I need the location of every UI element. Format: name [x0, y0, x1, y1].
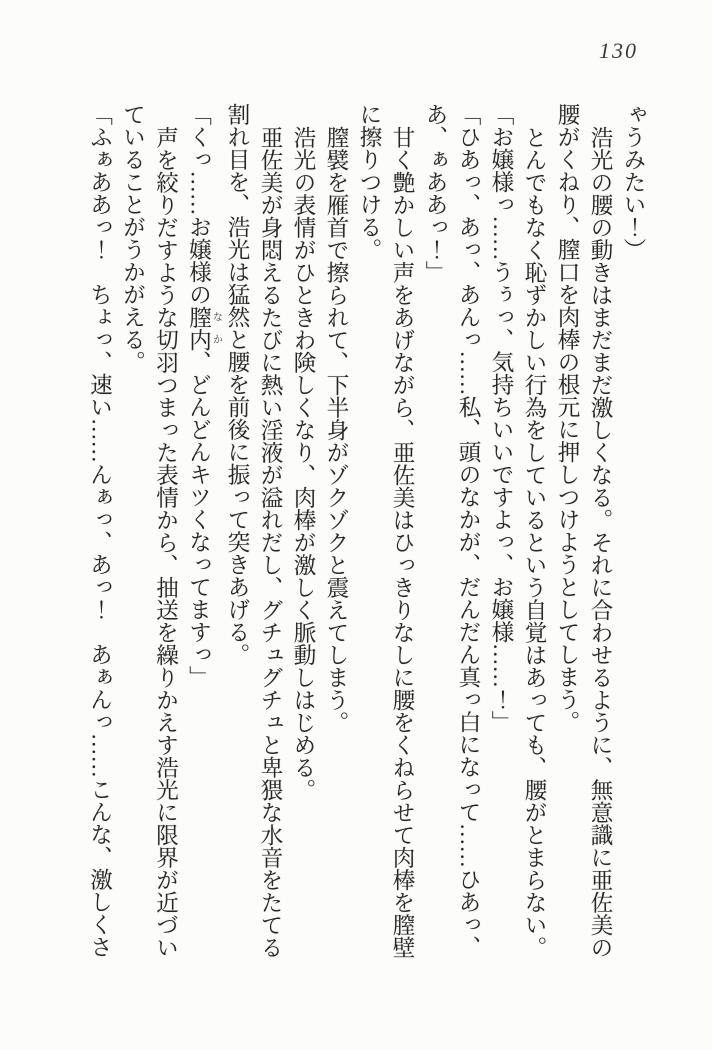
paragraph: 亜佐美が身悶えるたびに熱い淫液が溢れだし、グチュグチュと卑猥な水音をたてる割れ目を、浩光は猛然と腰を前後に振って突きあげる。	[225, 103, 283, 958]
paragraph: 浩光の腰の動きはまだまだ激しくなる。それに合わせるように、無意識に亜佐美の腰がくねり、膣口を肉棒の根元に押しつけようとしてしまう。	[555, 103, 613, 958]
text-block	[89, 103, 650, 958]
paragraph: 声を絞りだすような切羽つまった表情から、抽送を繰りかえす浩光に限界が近づいていることがうかがえる。	[120, 103, 179, 958]
paragraph: 膣襞を雁首で擦られて、下半身がゾクゾクと震えてしまう。	[324, 125, 349, 733]
paragraph: ゃうみたい！）	[621, 103, 646, 261]
paragraph: とんでもなく恥ずかしい行為をしているという自覚はあっても、腰がとまらない。	[522, 125, 547, 958]
paragraph: 「ひあっ、あっ、あんっ……私、頭のなかが、だんだん真っ白になって……ひあっ、あ、ぁああっ！」	[423, 103, 481, 958]
paragraph: 「ふぁああっ！ ちょっ、速い……んぁっ、あっ！ あぁんっ……こんな、激しくさ	[87, 103, 113, 958]
paragraph: 「お嬢様っ……うぅっ、気持ちいいですよっ、お嬢様……！」	[489, 103, 514, 733]
paragraph: 「くっ……お嬢様の膣内 なか、どんどんキツくなってますっ」	[186, 103, 222, 688]
ruby-annotated-word: 膣内 なか	[186, 305, 222, 351]
paragraph: 浩光の表情がひときわ険しくなり、肉棒が激しく脈動しはじめる。	[291, 125, 316, 801]
paragraph: 甘く艶かしい声をあげながら、亜佐美はひっきりなしに腰をくねらせて肉棒を膣壁に擦りつける。	[357, 103, 415, 958]
page-number: 130	[599, 38, 638, 63]
